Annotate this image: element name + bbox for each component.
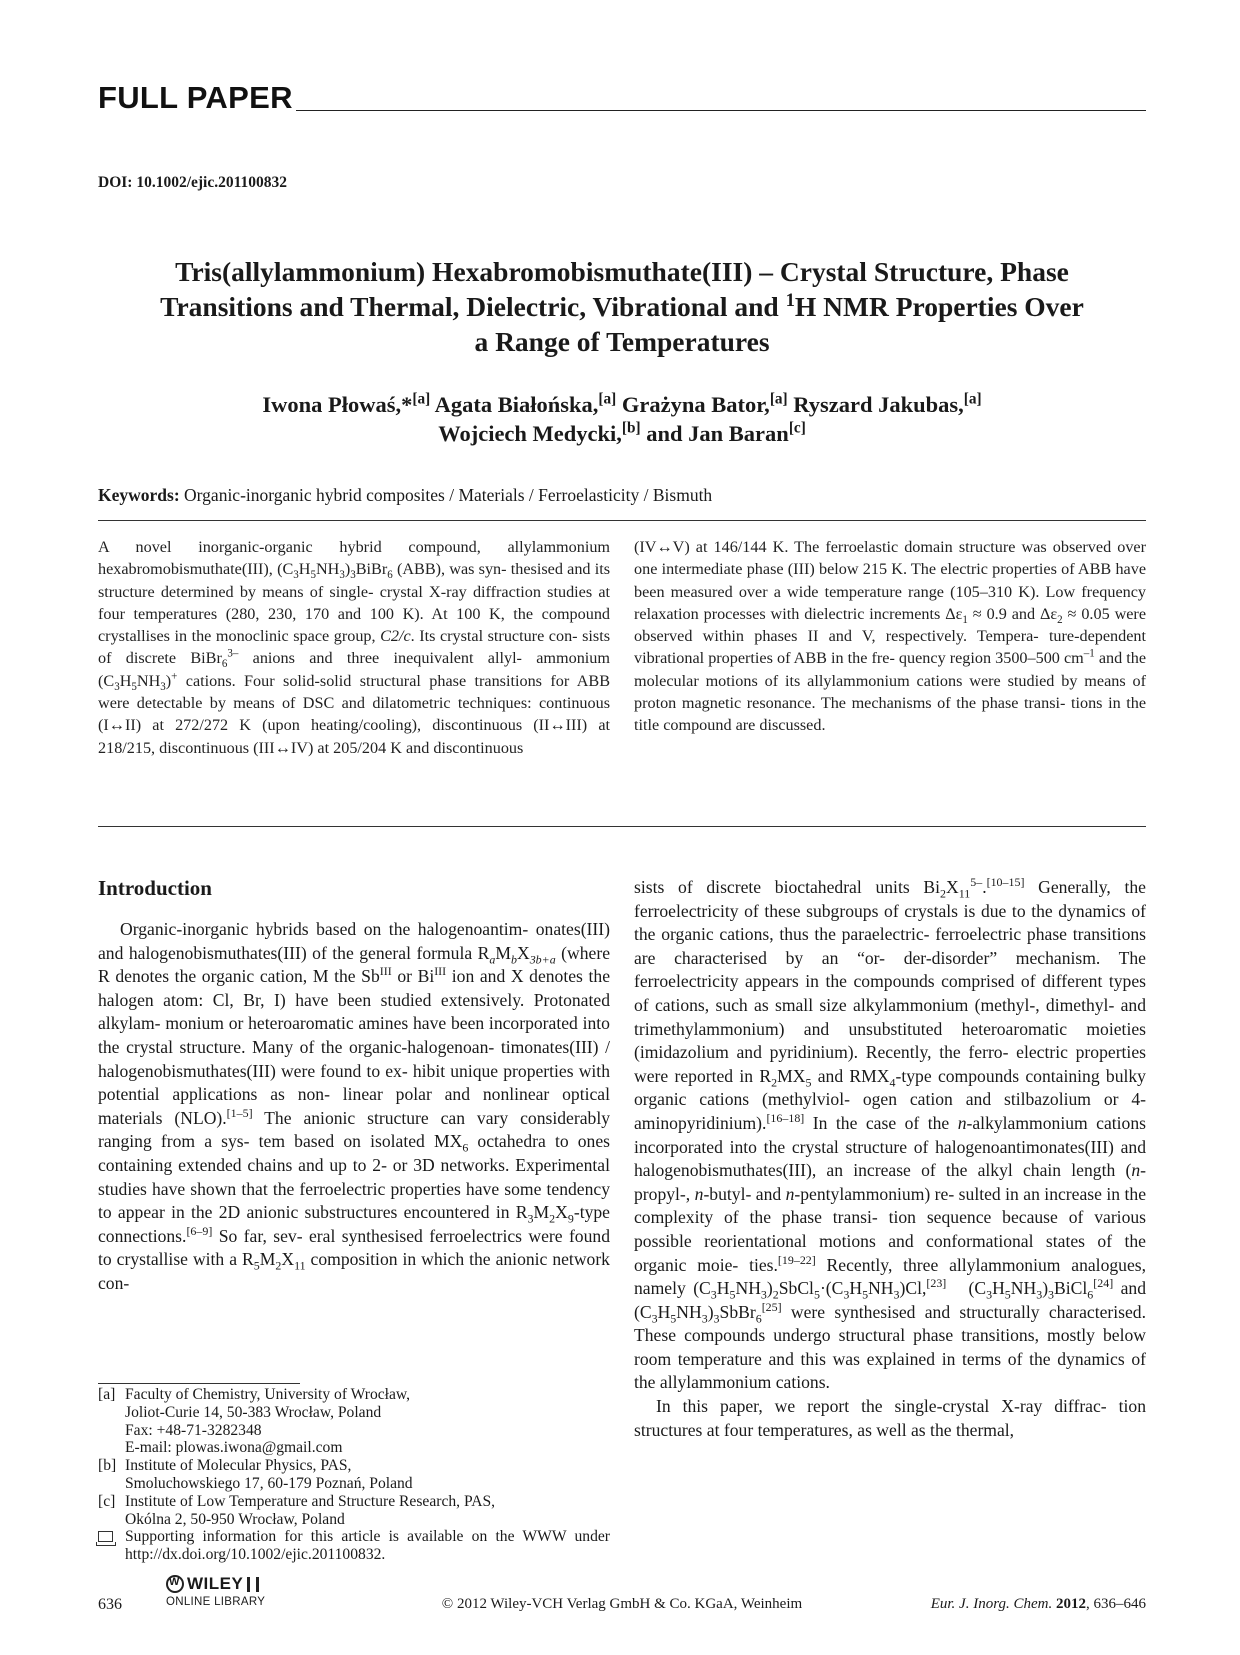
- footnote-rule: [98, 1383, 300, 1384]
- body-text: sulted in an increase in the complexity of the phase transi-: [634, 1183, 1146, 1228]
- footnote-label: [b]: [98, 1457, 117, 1475]
- abstract-text: hexabromobismuthate(III), (C: [98, 560, 294, 579]
- abstract-top-rule: [98, 520, 1146, 521]
- body-sub: 2: [772, 1287, 779, 1302]
- body-text: linear polar and nonlinear optical materials (NLO).: [98, 1084, 610, 1128]
- page-header: [98, 80, 1146, 120]
- journal-pages: , 636–646: [1086, 1596, 1146, 1612]
- body-text: SbCl: [778, 1278, 814, 1299]
- abstract-text: anions and three inequivalent allyl-: [238, 649, 522, 668]
- journal-name: Eur. J. Inorg. Chem.: [930, 1596, 1053, 1612]
- paper-page: [98, 0, 1146, 1655]
- body-text: cations.: [775, 1372, 830, 1393]
- abstract-text: BiBr: [355, 560, 388, 579]
- body-sub: 5: [1004, 1287, 1011, 1302]
- body-sub: 4: [889, 1075, 896, 1090]
- abstract-sub: 5: [131, 681, 137, 694]
- abstract-text: sists of discrete BiBr: [98, 627, 610, 668]
- paragraph: [634, 876, 1146, 1395]
- abstract-text: quency region 3500–500 cm: [898, 649, 1084, 668]
- body-text: )Cl,: [899, 1278, 927, 1299]
- footnote-affiliation-b: [98, 1457, 610, 1493]
- abstract-text: A novel inorganic-organic hybrid compound, allylammonium: [98, 538, 610, 556]
- abstract-text: (IV↔V) at 146/144 K. The ferroelastic domain structure was: [634, 538, 1047, 556]
- abstract-sup: –1: [1083, 648, 1095, 661]
- abstract-left-column: [98, 536, 610, 759]
- body-sub: 3: [893, 1287, 900, 1302]
- abstract-sub: 3: [114, 681, 120, 694]
- abstract-text: H: [298, 560, 311, 579]
- abstract-text: H: [119, 671, 132, 690]
- body-text: ties.: [749, 1254, 778, 1275]
- citation[interactable]: [24]: [1093, 1276, 1114, 1291]
- abstract-text: tions in the title compound are discussed.: [634, 694, 1147, 735]
- body-text: MX: [777, 1065, 806, 1086]
- body-sup: 5–: [970, 875, 983, 890]
- body-text: hibit unique properties with potential applications as non-: [98, 1060, 610, 1105]
- books-icon: [247, 1577, 259, 1592]
- body-sub: 3: [1048, 1287, 1055, 1302]
- abstract-text: phase transitions for ABB were detectable by means of DSC: [98, 671, 610, 713]
- publisher-name: WILEY: [187, 1574, 244, 1593]
- footnote-line: Institute of Low Temperature and Structure Research, PAS,: [125, 1492, 496, 1510]
- body-sub: 5: [670, 1311, 677, 1326]
- body-sub: 3: [701, 1311, 708, 1326]
- abstract-sub: 3: [160, 681, 166, 694]
- body-text: Organic-inorganic hybrids based on the halogenoantim-: [120, 919, 529, 939]
- abstract-text: temperature range (105–310 K). Low frequency relaxation: [634, 582, 1147, 623]
- footnote-label: [a]: [98, 1386, 116, 1403]
- body-text: H: [716, 1278, 730, 1299]
- body-text: M: [495, 942, 511, 963]
- body-text: .: [982, 877, 987, 897]
- abstract-text: NH: [315, 560, 340, 579]
- abstract-text: ture-dependent vibrational properties of ABB in the fre-: [634, 627, 1147, 668]
- body-sub: 2: [771, 1075, 778, 1090]
- body-text: into the crystal structure of halogenoantimonates(III) and: [729, 1136, 1146, 1157]
- title-line-2-sup: 1: [785, 289, 795, 311]
- body-text: eral synthesised ferroelectrics were found to crystallise with: [98, 1225, 610, 1270]
- header-label: FULL PAPER: [98, 80, 293, 115]
- abstract-sub: 2: [1057, 614, 1063, 627]
- body-text: Cl, Br, I) have been studied extensively. Protonated alkylam-: [98, 989, 610, 1034]
- body-sub: 3: [1036, 1287, 1043, 1302]
- body-text: halogenobismuthates(III), an increase of the alkyl chain: [634, 1160, 1062, 1181]
- abstract-text: the monoclinic space group,: [191, 627, 381, 646]
- footnote-email[interactable]: E-mail: plowas.iwona@gmail.com: [125, 1439, 343, 1457]
- body-text: M: [259, 1249, 276, 1270]
- body-text: So far, sev-: [212, 1225, 303, 1246]
- author-affiliation: [a]: [769, 390, 788, 408]
- footnote-affiliation-a: [98, 1386, 610, 1457]
- header-rule: [296, 110, 1146, 111]
- page-footer: [98, 1574, 1146, 1624]
- body-sub: 9: [567, 1211, 574, 1226]
- body-text: a R: [229, 1249, 254, 1270]
- body-text: composition in which the anionic network con-: [98, 1249, 610, 1293]
- body-sub: 6: [1087, 1287, 1094, 1302]
- body-text: H: [657, 1301, 671, 1322]
- body-sub: 11: [294, 1258, 306, 1273]
- citation[interactable]: [23]: [926, 1276, 947, 1291]
- footnote-label: [c]: [98, 1492, 116, 1510]
- body-text: NH: [676, 1301, 702, 1322]
- body-text: X: [946, 877, 959, 897]
- copyright: © 2012 Wiley-VCH Verlag GmbH & Co. KGaA, Weinheim: [441, 1596, 803, 1612]
- body-sub: 11: [958, 886, 971, 901]
- body-text: the compounds comprised of different types of cations,: [634, 971, 1146, 1015]
- abstract-text: cations. Four solid-solid structural: [177, 671, 421, 690]
- introduction-heading: Introduction: [98, 876, 212, 900]
- body-sub: 3: [527, 1211, 534, 1226]
- body-text: SbBr: [719, 1301, 756, 1322]
- body-sup: III: [434, 964, 447, 979]
- body-text: X: [281, 1249, 295, 1270]
- abstract-text: observed over one intermediate phase (III) below 215 K. The: [634, 538, 1147, 579]
- author-list: [98, 390, 1146, 448]
- body-text: the ferroelectricity of these subgroups of crystals is due to: [634, 877, 1146, 921]
- body-text: monium or heteroaromatic amines have been incorporated: [165, 1013, 578, 1034]
- body-text: into the crystal structure. Many of the organic-halogenoan-: [98, 1013, 610, 1057]
- keywords: [98, 485, 712, 506]
- body-text: explained in terms of the dynamics of the allylammonium: [634, 1348, 1146, 1393]
- body-text: tem based on isolated MX: [258, 1131, 463, 1152]
- body-italic: n: [694, 1183, 704, 1204]
- abstract-sub: 1: [962, 614, 968, 627]
- body-sub: a: [489, 952, 496, 967]
- body-text: characterised. These compounds undergo structural phase: [634, 1301, 1146, 1346]
- abstract-text: ): [165, 671, 172, 690]
- body-text: H: [849, 1278, 863, 1299]
- author-name: Ryszard Jakubas,: [793, 392, 964, 417]
- body-text: -butyl- and: [703, 1183, 786, 1204]
- body-text: In the case of the: [812, 1112, 958, 1133]
- body-text: (C: [693, 1278, 711, 1299]
- author-name: Agata Białońska,: [434, 392, 599, 417]
- body-text: -pentylammonium) re-: [794, 1183, 955, 1204]
- citation[interactable]: [19–22]: [777, 1252, 816, 1267]
- citation[interactable]: [10–15]: [986, 875, 1025, 890]
- footnote-line: Institute of Molecular Physics, PAS,: [125, 1457, 352, 1475]
- body-sub: 5: [813, 1287, 820, 1302]
- computer-icon: [98, 1528, 125, 1564]
- body-text: ogen cation and stilbazolium or 4-aminopyridinium).: [634, 1089, 1146, 1133]
- body-text: ): [707, 1301, 714, 1322]
- abstract-text: ≈ 0.05: [1062, 604, 1110, 623]
- abstract-text: and the molecular motions of: [634, 649, 1147, 690]
- body-text: the dynamics of the organic cations, thus the paraelectric-: [634, 900, 1146, 945]
- body-text: (where R denotes the organic cation,: [98, 942, 611, 987]
- page-number: 636: [98, 1596, 122, 1613]
- body-text: X: [516, 942, 530, 963]
- author-name: and Jan Baran: [646, 421, 789, 446]
- body-sub: 5: [805, 1075, 812, 1090]
- body-sub: b: [511, 952, 517, 967]
- keywords-label: Keywords:: [98, 485, 180, 505]
- body-text: H: [992, 1278, 1005, 1299]
- paragraph: [98, 918, 610, 1296]
- body-text: der-disorder” mechanism. The ferroelectricity appears in: [634, 947, 1146, 992]
- abstract-text: . Its crystal structure con-: [410, 627, 578, 646]
- body-text: transitions, mostly below room temperature and this was: [634, 1325, 1146, 1369]
- body-sub: 3b+a: [529, 952, 556, 967]
- abstract-text: and dilatometric techniques: continuous (I↔II) at 272/272 K: [98, 694, 610, 735]
- body-sub: 2: [940, 886, 946, 901]
- abstract-sub: 3: [339, 569, 345, 582]
- journal-citation: [931, 1596, 1146, 1613]
- author-affiliation: [a]: [963, 390, 982, 408]
- abstract-text: NH: [136, 671, 161, 690]
- abstract-sup: 3–: [227, 648, 239, 661]
- body-text: such as small size alkylammonium (methyl-, dimethyl- and: [715, 994, 1146, 1015]
- body-sub: 2: [275, 1258, 282, 1273]
- body-text: encountered in R: [403, 1202, 528, 1223]
- body-sub: 3: [986, 1287, 993, 1302]
- supporting-information-note: [98, 1528, 610, 1564]
- footnote-line: Okólna 2, 50-950 Wrocław, Poland: [125, 1510, 345, 1528]
- body-text: M: [533, 1202, 550, 1223]
- abstract-text: were observed within phases II and V, respectively. Tempera-: [634, 604, 1147, 646]
- body-text: ): [766, 1278, 773, 1299]
- body-text: formula R: [416, 942, 490, 963]
- body-text: M the Sb: [312, 966, 380, 987]
- body-text: trimethylammonium) and unsubstituted heteroaromatic: [634, 1018, 1068, 1039]
- title-line-2: [98, 289, 1146, 324]
- author-line-2: [98, 419, 1146, 448]
- body-text: studies have shown that the ferroelectric properties have: [98, 1178, 500, 1199]
- abstract-italic: C2/c: [380, 627, 411, 646]
- body-text: timonates(III) / halogenobismuthates(III) were found to ex-: [98, 1036, 610, 1081]
- footnote-line: Faculty of Chemistry, University of Wrocław,: [125, 1386, 411, 1403]
- author-name: Iwona Płowaś,*: [262, 392, 413, 417]
- keywords-text: Organic-inorganic hybrid composites / Materials / Ferroelasticity / Bismuth: [184, 485, 713, 505]
- body-text: sists of discrete bioctahedral units Bi: [634, 877, 941, 897]
- body-text: onates(III) and halogenobismuthates(III) of the general: [98, 919, 610, 963]
- body-text: extended chains and up to 2- or 3D networks. Experimental: [178, 1154, 610, 1175]
- body-text: octahedra to ones containing: [98, 1131, 611, 1175]
- abstract-text: discontinuous (III↔IV) at 205/204 K and discontinuous: [159, 738, 524, 757]
- body-text: In this paper, we report the single-crystal X-ray diffrac-: [656, 1396, 1107, 1417]
- citation[interactable]: [25]: [761, 1299, 782, 1314]
- title-line-1: Tris(allylammonium) Hexabromobismuthate(III) – Crystal Structure, Phase: [175, 256, 1069, 287]
- abstract-text: magnetic resonance. The mechanisms of the phase transi-: [681, 694, 1066, 713]
- body-text: ·(C: [819, 1278, 844, 1299]
- abstract-text: electric properties of ABB have been measured over a wide: [634, 560, 1146, 601]
- footnotes: [98, 1386, 610, 1564]
- citation[interactable]: [16–18]: [766, 1111, 805, 1126]
- abstract-sub: 3: [293, 569, 299, 582]
- footnote-line: Fax: +48-71-3282348: [125, 1421, 262, 1439]
- body-sub: 3: [760, 1287, 767, 1302]
- citation[interactable]: [1–5]: [226, 1105, 253, 1120]
- footnote-affiliation-c: [98, 1493, 610, 1529]
- body-text: or Bi: [391, 966, 435, 987]
- body-sub: 3: [710, 1287, 717, 1302]
- abstract-text: ≈ 0.9 and Δε: [967, 604, 1058, 623]
- body-text: BiCl: [1054, 1278, 1088, 1299]
- abstract-text: its allylammonium cations were studied by means of proton: [634, 671, 1147, 713]
- paragraph: [634, 1395, 1146, 1442]
- body-sub: 3: [713, 1311, 720, 1326]
- body-text: NH: [868, 1278, 894, 1299]
- abstract-sub: 6: [387, 569, 393, 582]
- body-italic: n: [785, 1183, 795, 1204]
- body-sub: 2: [549, 1211, 556, 1226]
- body-italic: n: [957, 1112, 967, 1133]
- body-text: length (: [1071, 1160, 1132, 1181]
- body-text: electric properties were reported in R: [634, 1042, 1146, 1086]
- abstract-text: (ABB), was syn-: [392, 560, 507, 579]
- body-text: Recently, three allylammonium analogues, namely: [634, 1254, 1147, 1299]
- author-name: Grażyna Bator,: [621, 392, 770, 417]
- body-text: motions and conformational states of the organic moie-: [634, 1230, 1146, 1275]
- body-text: tion structures at four temperatures, as well as the thermal,: [634, 1396, 1146, 1440]
- abstract-text: ammonium (C: [98, 649, 610, 690]
- body-text: NH: [1010, 1278, 1037, 1299]
- author-line-1: [98, 390, 1146, 419]
- body-sup: III: [379, 964, 392, 979]
- abstract-bottom-rule: [98, 826, 1146, 827]
- body-text: some tendency to appear in the 2D anionic substructures: [98, 1178, 610, 1223]
- citation[interactable]: [6–9]: [186, 1223, 213, 1238]
- abstract-text: (upon heating/cooling), discontinuous (II↔III) at 218/215,: [98, 716, 611, 757]
- body-text: compounds containing bulky organic cations (methylviol-: [634, 1065, 1146, 1110]
- abstract-sub: 6: [221, 658, 228, 671]
- abstract-text: crystal X-ray diffraction studies at four temperatures (280,: [98, 582, 611, 623]
- body-text: -type connections.: [98, 1202, 610, 1246]
- body-sub: 3: [651, 1311, 658, 1326]
- doi: DOI: 10.1002/ejic.201100832: [98, 174, 287, 191]
- body-text: Generally,: [1024, 877, 1111, 897]
- abstract-sub: 5: [310, 569, 316, 582]
- body-text: tion sequence because of various possible reorientational: [634, 1207, 1147, 1251]
- abstract-text: 230, 170 and 100 K). At 100 K, the compound crystallises in: [98, 604, 611, 646]
- body-text: (C: [968, 1278, 987, 1299]
- abstract-sub: 3: [350, 569, 356, 582]
- publisher-subtitle: ONLINE LIBRARY: [166, 1596, 266, 1608]
- body-sub: 5: [253, 1258, 260, 1273]
- author-affiliation: [c]: [788, 419, 806, 437]
- body-text: and (C: [634, 1278, 1146, 1322]
- abstract-text: ): [344, 560, 351, 579]
- body-sub: 5: [729, 1287, 736, 1302]
- body-text: and RMX: [811, 1065, 890, 1086]
- body-text: ): [1042, 1278, 1049, 1299]
- introduction-left-column: [98, 918, 610, 1296]
- body-italic: n: [1131, 1160, 1141, 1181]
- introduction-right-column: [634, 876, 1146, 1442]
- author-affiliation: [a]: [598, 390, 617, 408]
- body-text: moieties (imidazolium and pyridinium). Recently, the ferro-: [634, 1018, 1146, 1063]
- supporting-information-text[interactable]: Supporting information for this article is available on the WWW under http://dx.doi.org/10.1002/ejic.201100832.: [125, 1528, 610, 1564]
- body-text: -alkylammonium cations incorporated: [634, 1112, 1147, 1157]
- abstract-text: processes with dielectric increments Δε: [703, 604, 963, 623]
- body-text: were synthesised and structurally: [781, 1301, 1040, 1322]
- body-sub: 3: [843, 1287, 850, 1302]
- author-affiliation: [b]: [621, 419, 641, 437]
- title-line-2-post: H NMR Properties Over: [794, 291, 1084, 322]
- body-text: NH: [735, 1278, 761, 1299]
- paper-title: [98, 254, 1146, 359]
- author-name: Wojciech Medycki,: [438, 421, 622, 446]
- body-text: -type: [895, 1065, 932, 1086]
- body-sub: 5: [862, 1287, 869, 1302]
- body-text: ferroelectric phase transitions are characterised by an “or-: [634, 924, 1147, 968]
- body-sub: 6: [755, 1311, 762, 1326]
- abstract-sup: +: [171, 670, 178, 683]
- body-text: X: [555, 1202, 568, 1223]
- abstract-text: thesised and its structure determined by means of single-: [98, 560, 611, 601]
- footnote-line: Smoluchowskiego 17, 60-179 Poznań, Poland: [125, 1474, 413, 1492]
- abstract-right-column: [634, 536, 1146, 737]
- title-line-2-pre: Transitions and Thermal, Dielectric, Vibrational and: [160, 291, 786, 322]
- footnote-line: Joliot-Curie 14, 50-383 Wrocław, Poland: [125, 1403, 382, 1421]
- body-text: -propyl-,: [634, 1160, 1146, 1204]
- wiley-logo-icon: [166, 1575, 184, 1593]
- author-affiliation: [a]: [412, 390, 431, 408]
- journal-year: 2012: [1056, 1596, 1086, 1612]
- body-sub: 6: [462, 1140, 469, 1155]
- title-line-3: a Range of Temperatures: [474, 326, 770, 357]
- body-text: anionic structure can vary considerably ranging from a sys-: [98, 1107, 610, 1152]
- body-text: ion and X denotes the halogen atom:: [98, 966, 610, 1010]
- body-text: The: [252, 1107, 292, 1128]
